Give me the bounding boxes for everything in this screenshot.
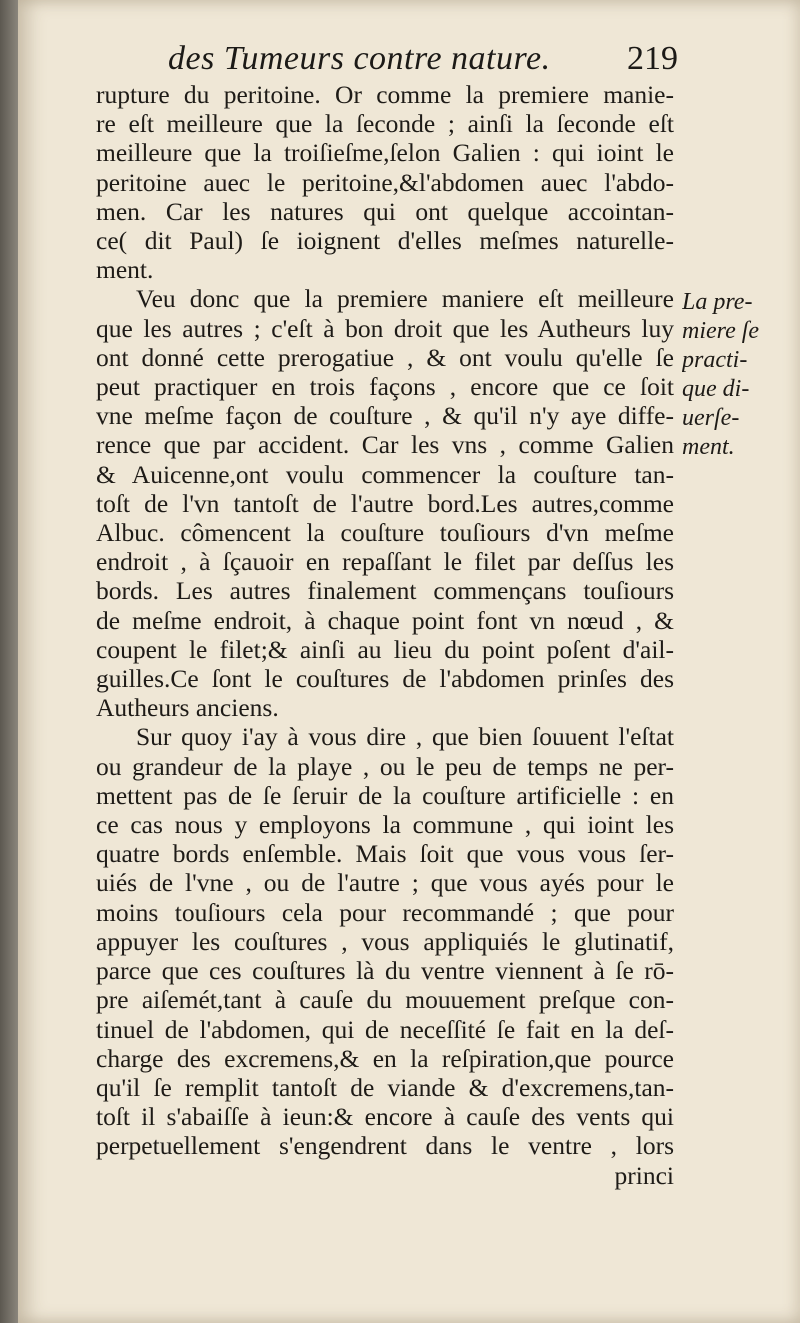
text-line: moins touſiours cela pour recommandé ; que pour (96, 897, 674, 927)
text-line: Sur quoy i'ay à vous dire , que bien ſouuent l'eſtat (136, 722, 674, 752)
text-line: parce que ces couſtures là du ventre viennent à ſe rō- (96, 956, 674, 986)
text-line: vne meſme façon de couſture , & qu'il n'y aye diffe- (96, 401, 674, 431)
text-line: ont donné cette prerogatiue , & ont voulu qu'elle ſe (96, 342, 674, 372)
text-line: peritoine auec le peritoine,&l'abdomen auec l'abdo- (96, 167, 674, 197)
text-line: meilleure que la troiſieſme,ſelon Galien : qui ioint le (96, 138, 674, 168)
text-line: guilles.Ce ſont le couſtures de l'abdomen prinſes des (96, 664, 674, 694)
book-page (18, 0, 800, 1323)
text-line: bords. Les autres finalement commençans touſiours (96, 576, 674, 606)
text-line: appuyer les couſtures , vous appliquiés le glutinatif, (96, 926, 674, 956)
text-line: pre aiſemét,tant à cauſe du mouuement preſque con- (96, 985, 674, 1015)
text-line: charge des excremens,& en la reſpiration,que pource (96, 1043, 674, 1073)
text-line: rupture du peritoine. Or comme la premiere manie- (96, 80, 674, 109)
text-line: men. Car les natures qui ont quelque accointan- (96, 196, 674, 226)
margin-note-line: miere ſe (682, 318, 760, 344)
text-line: ce cas nous y employons la commune , qui ioint les (96, 810, 674, 840)
page-number: 219 (627, 40, 678, 77)
text-line: toſt de l'vn tantoſt de l'autre bord.Les autres,comme (96, 488, 674, 518)
text-line: re eſt meilleure que la ſeconde ; ainſi la ſeconde eſt (96, 109, 674, 139)
margin-note-line: ment. (682, 434, 735, 460)
margin-note-line: uerſe- (682, 405, 740, 431)
body-text (96, 80, 674, 1190)
text-line: uiés de l'vne , ou de l'autre ; que vous ayés pour le (96, 868, 674, 898)
text-line: perpetuellement s'engendrent dans le ventre , lors (96, 1131, 674, 1161)
text-line: quatre bords enſemble. Mais ſoit que vous vous ſer- (96, 839, 674, 869)
text-line: Veu donc que la premiere maniere eſt meilleure (136, 284, 674, 314)
text-line: de meſme endroit, à chaque point font vn nœud , & (96, 605, 674, 635)
text-line: endroit , à ſçauoir en repaſſant le filet par deſſus les (96, 547, 674, 577)
running-title: des Tumeurs contre nature. (168, 40, 551, 77)
margin-note-line: practi- (682, 347, 748, 373)
text-line: toſt il s'abaiſſe à ieun:& encore à cauſe des vents qui (96, 1102, 674, 1132)
text-line: tinuel de l'abdomen, qui de neceſſité ſe fait en la deſ- (96, 1014, 674, 1044)
text-line: rence que par accident. Car les vns , comme Galien (96, 430, 674, 460)
catchword: princi (614, 1160, 674, 1190)
text-line: mettent pas de ſe ſeruir de la couſture artificielle : en (96, 780, 674, 810)
text-line: Autheurs anciens. (96, 693, 279, 723)
text-line: peut practiquer en trois façons , encore que ce ſoit (96, 372, 674, 402)
margin-note-line: La pre- (682, 289, 753, 315)
margin-note (682, 288, 792, 462)
text-line: que les autres ; c'eſt à bon droit que les Autheurs luy (96, 313, 674, 343)
text-line: qu'il ſe remplit tantoſt de viande & d'excremens,tan- (96, 1072, 674, 1102)
text-line: ce( dit Paul) ſe ioignent d'elles meſmes naturelle- (96, 226, 674, 256)
text-line: Albuc. cômencent la couſture touſiours d'vn meſme (96, 518, 674, 548)
margin-note-line: que di- (682, 376, 750, 402)
text-line: coupent le filet;& ainſi au lieu du point poſent d'ail- (96, 634, 674, 664)
book-gutter-shadow (0, 0, 18, 1323)
text-line: ou grandeur de la playe , ou le peu de temps ne per- (96, 751, 674, 781)
text-line: & Auicenne,ont voulu commencer la couſture tan- (96, 459, 674, 489)
text-line: ment. (96, 255, 154, 285)
